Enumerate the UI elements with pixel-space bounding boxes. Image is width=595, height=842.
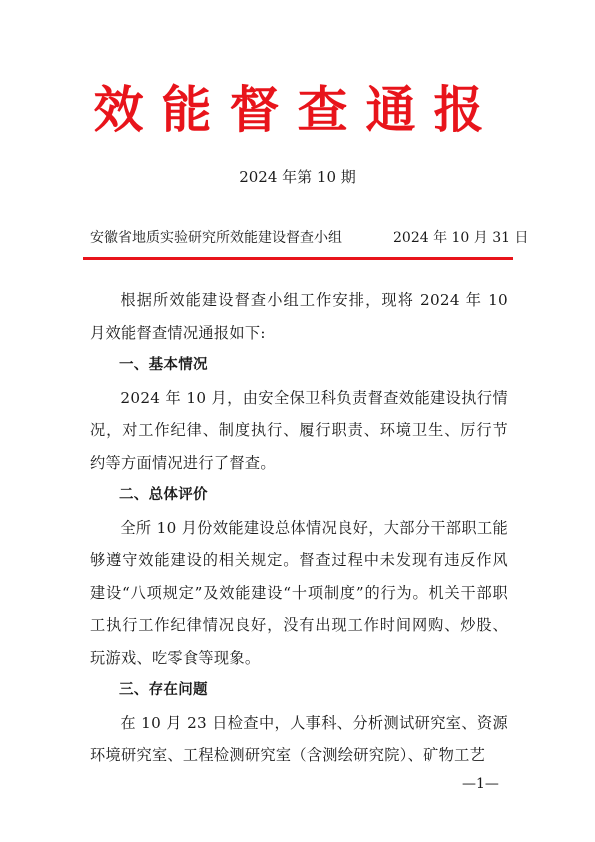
masthead-title: 效能督查通报: [93, 80, 502, 139]
section-heading-issues: 三、存在问题: [119, 682, 208, 698]
section-text-issues: 在 10 月 23 日检查中，人事科、分析测试研究室、资源环境研究室、工程检测研究室（含测绘研究院）、矿物工艺: [90, 713, 508, 764]
document-body: [90, 284, 508, 772]
issue-date: 2024 年 10 月 31 日: [393, 230, 529, 246]
issue-number: 2024 年第 10 期: [239, 168, 356, 186]
intro-paragraph: 根据所效能建设督查小组工作安排，现将 2024 年 10 月效能督查情况通报如下:: [90, 291, 508, 342]
section-text-evaluation: 全所 10 月份效能建设总体情况良好，大部分干部职工能够遵守效能建设的相关规定。督查过程中未发现有违反作风建设“八项规定”及效能建设“十项制度”的行为。机关干部职工执行工作纪律情况良好，没有出现工作时间网购、炒股、玩游戏、吃零食等现象。: [90, 518, 508, 667]
section-heading-basic: 一、基本情况: [119, 357, 208, 373]
page-number: —1—: [462, 776, 499, 792]
section-text-basic: 2024 年 10 月，由安全保卫科负责督查效能建设执行情况，对工作纪律、制度执行、履行职责、环境卫生、厉行节约等方面情况进行了督查。: [90, 388, 508, 472]
red-divider-rule: [83, 257, 513, 260]
issuer: 安徽省地质实验研究所效能建设督查小组: [90, 230, 342, 246]
section-heading-evaluation: 二、总体评价: [119, 487, 208, 503]
